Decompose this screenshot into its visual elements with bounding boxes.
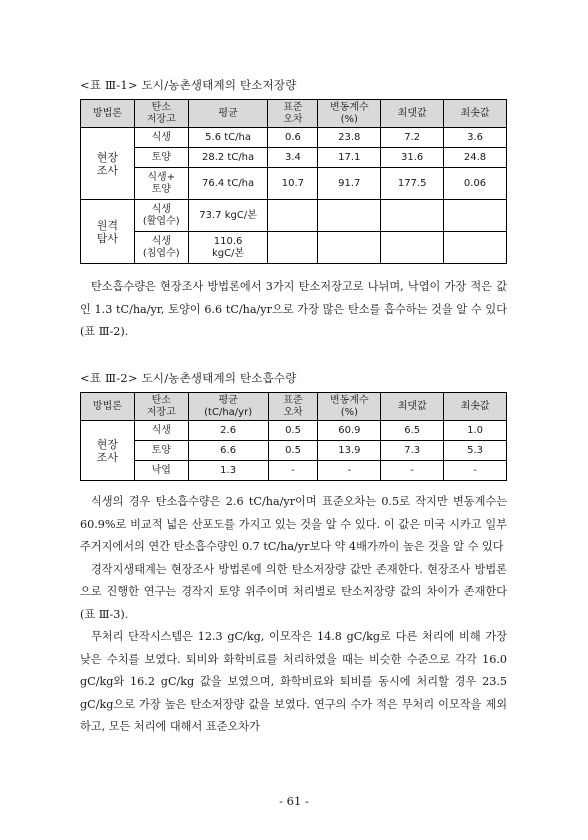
table1-header-cell-line: 탄소 xyxy=(151,101,171,113)
table2-cv-cell: - xyxy=(318,461,381,481)
paragraph-4: 무처리 단작시스템은 12.3 gC/kg, 이모작은 14.8 gC/kg로 다른 처리에 비해 가장 낮은 수치를 보였다. 퇴비와 화학비료를 처리하였을 때는 비슷한 수준으로 각각 16.0 gC/kg와 16.2 gC/kg 값을 보였으며, 화학비료와 퇴비를 동시에 처리할 경우 23.5 gC/kg으로 가장 높은 탄소저장량 값을 보였다. 연구의 수가 적은 무처리 이모작을 제외하고, 모든 처리에 대해서 표준오차가 xyxy=(80,630,507,733)
table1-header-cell xyxy=(134,100,188,128)
table1-header-cell-line: 방법론 xyxy=(92,107,122,119)
table1-row xyxy=(81,232,507,264)
table2-mean-cell: 2.6 xyxy=(188,421,268,441)
table2-header-cell-line: 최솟값 xyxy=(460,400,490,412)
table2-header-cell xyxy=(268,393,318,421)
table1-mean-cell-line: 76.4 tC/ha xyxy=(201,177,255,189)
table2-caption: <표 Ⅲ-2> 도시/농촌생태계의 탄소흡수량 xyxy=(80,371,297,385)
table1-se-cell: 3.4 xyxy=(268,148,318,168)
table1-max-cell xyxy=(381,200,444,232)
table2-mean-cell: 6.6 xyxy=(188,441,268,461)
table1-header-cell-line: 오차 xyxy=(283,113,303,125)
table2-header-cell-line: 오차 xyxy=(283,406,303,418)
paragraph-2: 식생의 경우 탄소흡수량은 2.6 tC/ha/yr이며 표준오차는 0.5로 작지만 변동계수는 60.9%로 비교적 넓은 산포도를 가지고 있는 것을 알 수 있다. 이 값은 미국 시카고 일부 주거지에서의 연간 탄소흡수량인 0.7 tC/ha/yr보다 약 4배가까이 높은 것을 알 수 있다 xyxy=(80,495,507,553)
table2-max-cell: - xyxy=(381,461,444,481)
table1-method-cell xyxy=(81,200,135,264)
table1-pool-cell-line: 식생 xyxy=(151,235,171,247)
table2-max-cell: 6.5 xyxy=(381,421,444,441)
table2-cv-cell: 13.9 xyxy=(318,441,381,461)
body-text xyxy=(80,491,507,739)
table2-header-row xyxy=(81,393,507,421)
table1-mean-cell-line: kgC/본 xyxy=(211,247,245,259)
table1-mean-cell xyxy=(188,148,268,168)
table2-header-cell xyxy=(381,393,444,421)
table1-mean-cell xyxy=(188,168,268,200)
table1-header-row xyxy=(81,100,507,128)
table2-row xyxy=(81,421,507,441)
table2-se-cell: - xyxy=(268,461,318,481)
table2-header-cell xyxy=(81,393,135,421)
table1-header-cell-line: 저장고 xyxy=(146,113,176,125)
table1-mean-cell xyxy=(188,128,268,148)
table2-header-cell-line: 변동계수 xyxy=(330,394,369,406)
table2-min-cell: 5.3 xyxy=(444,441,507,461)
table1-method-cell xyxy=(81,128,135,200)
table1-se-cell: 0.6 xyxy=(268,128,318,148)
table2 xyxy=(80,392,507,481)
table1-method-cell-line: 현장 xyxy=(96,150,119,164)
table1-pool-cell xyxy=(134,232,188,264)
table1-cv-cell: 91.7 xyxy=(318,168,381,200)
paragraph-1-text: 탄소흡수량은 현장조사 방법론에서 3가지 탄소저장고로 나뉘며, 낙엽이 가장 적은 값인 1.3 tC/ha/yr, 토양이 6.6 tC/ha/yr으로 가장 많은 탄소를 흡수하는 것을 알 수 있다(표 Ⅲ-2). xyxy=(80,280,507,338)
table2-header-cell-line: 방법론 xyxy=(92,400,122,412)
table2-mean-cell: 1.3 xyxy=(188,461,268,481)
table1-header-cell xyxy=(381,100,444,128)
table1-se-cell: 10.7 xyxy=(268,168,318,200)
table2-header-cell-line: 최댓값 xyxy=(397,400,427,412)
table1-pool-cell xyxy=(134,148,188,168)
table2-row xyxy=(81,461,507,481)
table2-pool-cell: 토양 xyxy=(134,441,188,461)
table2-header-cell xyxy=(188,393,268,421)
table1-pool-cell-line: (활엽수) xyxy=(142,215,180,227)
table2-method-cell-line: 현장 xyxy=(96,437,119,451)
table1-header-cell-line: 표준 xyxy=(283,101,303,113)
table1-header-cell xyxy=(268,100,318,128)
table1-max-cell: 31.6 xyxy=(381,148,444,168)
table1-mean-cell-line: 5.6 tC/ha xyxy=(205,131,251,143)
table1-mean-cell-line: 110.6 xyxy=(213,235,243,247)
table2-header-cell-line: (%) xyxy=(340,406,359,418)
table2-pool-cell: 낙엽 xyxy=(134,461,188,481)
table1-caption: <표 Ⅲ-1> 도시/농촌생태계의 탄소저장량 xyxy=(80,78,297,92)
table1-row xyxy=(81,200,507,232)
table2-header-cell xyxy=(134,393,188,421)
table1-pool-cell-line: 식생 xyxy=(151,203,171,215)
table1-header-cell-line: 평균 xyxy=(218,107,238,119)
table1-mean-cell xyxy=(188,200,268,232)
paragraph-1 xyxy=(80,276,507,344)
table2-header-cell-line: 표준 xyxy=(283,394,303,406)
table1-header-cell-line: 최솟값 xyxy=(460,107,490,119)
table1-pool-cell xyxy=(134,200,188,232)
table2-header-cell-line: 탄소 xyxy=(151,394,171,406)
table1-header-cell-line: 변동계수 xyxy=(329,101,369,113)
table1-method-cell-line: 조사 xyxy=(96,163,119,177)
table1-max-cell: 7.2 xyxy=(381,128,444,148)
table2-max-cell: 7.3 xyxy=(381,441,444,461)
table1-header-cell xyxy=(318,100,381,128)
table1-pool-cell-line: (침엽수) xyxy=(142,247,180,259)
table2-header-cell-line: (tC/ha/yr) xyxy=(204,406,253,418)
table1-mean-cell-line: 28.2 tC/ha xyxy=(201,151,255,163)
table1-min-cell: 0.06 xyxy=(444,168,507,200)
table1-max-cell: 177.5 xyxy=(381,168,444,200)
table1-pool-cell-line: 식생 xyxy=(151,131,171,143)
table1-cv-cell xyxy=(318,200,381,232)
table1-mean-cell-line: 73.7 kgC/본 xyxy=(199,209,257,221)
table1-header-cell xyxy=(188,100,268,128)
table2-cv-cell: 60.9 xyxy=(318,421,381,441)
table2-method-cell xyxy=(81,421,135,481)
table2-se-cell: 0.5 xyxy=(268,441,318,461)
table1-pool-cell-line: 토양 xyxy=(151,151,171,163)
table1-row xyxy=(81,148,507,168)
table1-cv-cell: 23.8 xyxy=(318,128,381,148)
table1-min-cell xyxy=(444,232,507,264)
table2-se-cell: 0.5 xyxy=(268,421,318,441)
table2-header-cell xyxy=(444,393,507,421)
table1-min-cell: 24.8 xyxy=(444,148,507,168)
table1-se-cell xyxy=(268,232,318,264)
table1-min-cell xyxy=(444,200,507,232)
table1-cv-cell: 17.1 xyxy=(318,148,381,168)
table2-header-cell-line: 저장고 xyxy=(146,406,176,418)
table1-pool-cell xyxy=(134,128,188,148)
table1-max-cell xyxy=(381,232,444,264)
table2-pool-cell: 식생 xyxy=(134,421,188,441)
table1-header-cell xyxy=(81,100,135,128)
table1-mean-cell xyxy=(188,232,268,264)
table1 xyxy=(80,99,507,264)
table1-method-cell-line: 원격 xyxy=(96,218,119,232)
table2-row xyxy=(81,441,507,461)
table2-header-cell-line: 평균 xyxy=(218,394,238,406)
table1-pool-cell xyxy=(134,168,188,200)
page-number: - 61 - xyxy=(279,794,309,808)
table1-min-cell: 3.6 xyxy=(444,128,507,148)
paragraph-3: 경작지생태계는 현장조사 방법론에 의한 탄소저장량 값만 존재한다. 현장조사 방법론으로 진행한 연구는 경작지 토양 위주이며 처리별로 탄소저장량 값의 차이가 존재한다(표 Ⅲ-3). xyxy=(80,562,507,621)
table1-cv-cell xyxy=(318,232,381,264)
table1-header-cell-line: 최댓값 xyxy=(397,107,427,119)
table1-header-cell-line: (%) xyxy=(340,113,358,125)
table2-min-cell: 1.0 xyxy=(444,421,507,441)
table1-header-cell xyxy=(444,100,507,128)
table2-min-cell: - xyxy=(444,461,507,481)
table1-method-cell-line: 탐사 xyxy=(96,231,119,245)
table1-pool-cell-line: 토양 xyxy=(151,183,171,195)
table1-row xyxy=(81,168,507,200)
table1-pool-cell-line: 식생+ xyxy=(147,171,176,183)
table2-method-cell-line: 조사 xyxy=(96,450,119,464)
table1-row xyxy=(81,128,507,148)
table1-se-cell xyxy=(268,200,318,232)
table2-header-cell xyxy=(318,393,381,421)
